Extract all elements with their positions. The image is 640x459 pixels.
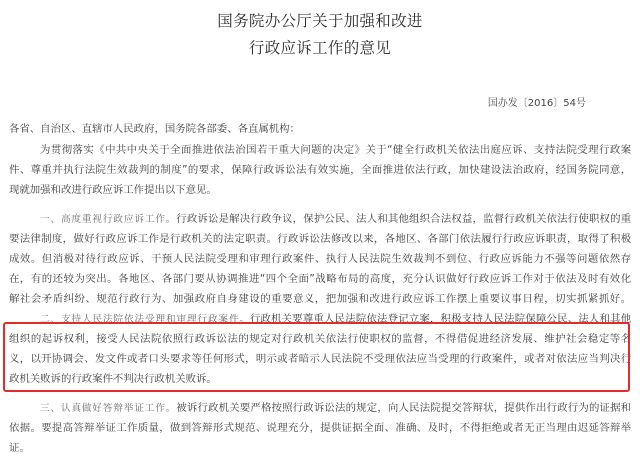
document-number: 国办发〔2016〕54号 xyxy=(487,98,586,109)
salutation: 各省、自治区、直辖市人民政府，国务院各部委、各直属机构： xyxy=(9,123,300,135)
document-title-line-1: 国务院办公厅关于加强和改进 xyxy=(217,12,423,30)
intro-line: 现就加强和改进行政应诉工作提出以下意见。 xyxy=(9,184,217,196)
section-2-line: 义，以开协调会、发文件或者口头要求等任何形式，明示或者暗示人民法院不受理依法应当受理的行政案件，或者对依法应当判决行 xyxy=(9,353,631,365)
section-1-line: 解社会矛盾纠纷、规范行政行为、加强政府自身建设的重要意义，把加强和改进行政应诉工作摆上重要议事日程，切实抓紧抓好。 xyxy=(9,293,631,305)
section-1-heading: 一、高度重视行政应诉工作。 xyxy=(40,214,177,225)
section-3-heading: 三、认真做好答辩举证工作。 xyxy=(40,403,177,414)
highlight-annotation-box xyxy=(3,322,630,392)
section-3-line: 依据。要提高答辩举证工作质量，做到答辩形式规范、说理充分，提供证据全面、准确、及时，不得拒绝或者无正当理由迟延答辩举 xyxy=(9,422,631,434)
section-3-first-line xyxy=(40,401,631,415)
section-1-first-line xyxy=(40,212,631,226)
section-1-text: 行政诉讼是解决行政争议，保护公民、法人和其他组织合法权益，监督行政机关依法行使职权的重 xyxy=(176,213,631,225)
section-2-line: 政机关败诉的行政案件不判决行政机关败诉。 xyxy=(9,373,217,385)
section-1-line: 要法律制度，做好行政应诉工作是行政机关的法定职责。行政诉讼法修改以来，各地区、各部门依法履行行政应诉职责，取得了积极 xyxy=(9,233,631,245)
section-2-line: 组织的起诉权利，接受人民法院依照行政诉讼法的规定对行政机关依法行使职权的监督，不得借促进经济发展、维护社会稳定等名 xyxy=(9,333,631,345)
section-3-line: 证。 xyxy=(9,442,30,454)
section-1-line: 成效。但消极对待行政应诉、干预人民法院受理和审理行政案件、执行人民法院生效裁判不到位、行政应诉能力不强等问题依然存 xyxy=(9,253,631,265)
section-1-line: 在，有的还较为突出。各地区、各部门要从协调推进“四个全面”战略布局的高度，充分认识做好行政应诉工作对于依法及时有效化 xyxy=(9,273,631,285)
section-2-text: 行政机关要尊重人民法院依法登记立案，积极支持人民法院保障公民、法人和其他 xyxy=(249,313,631,325)
intro-line: 件、尊重并执行法院生效裁判的制度”的要求，保障行政诉讼法有效实施，全面推进依法行政，加快建设法治政府，经国务院同意， xyxy=(9,164,631,176)
document-title-line-2: 行政应诉工作的意见 xyxy=(248,39,392,57)
intro-line: 为贯彻落实《中共中央关于全面推进依法治国若干重大问题的决定》关于“健全行政机关依法出庭应诉、支持法院受理行政案 xyxy=(40,144,631,156)
section-3-text: 被诉行政机关要严格按照行政诉讼法的规定，向人民法院提交答辩状，提供作出行政行为的证据和 xyxy=(176,402,631,414)
section-2-heading: 二、支持人民法院依法受理和审理行政案件。 xyxy=(40,314,250,325)
